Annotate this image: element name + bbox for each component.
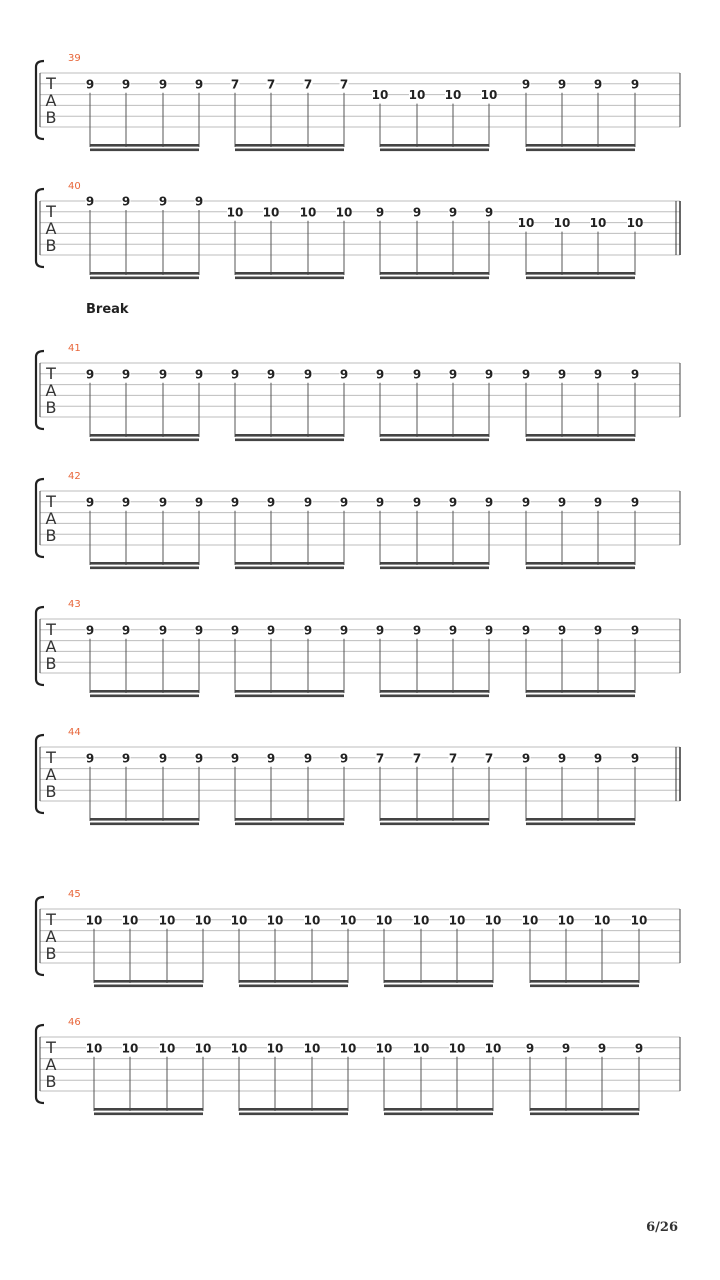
fret-number: 9: [557, 367, 567, 382]
beam: [235, 439, 344, 442]
beam: [384, 1113, 493, 1116]
fret-number: 9: [85, 367, 95, 382]
fret-number: 9: [194, 367, 204, 382]
tab-clef-letter: T: [46, 620, 56, 639]
beam: [235, 690, 344, 693]
fret-number: 9: [158, 194, 168, 209]
beam: [380, 567, 489, 570]
page-number: 6/26: [646, 1220, 678, 1235]
fret-number: 9: [121, 367, 131, 382]
fret-number: 9: [448, 623, 458, 638]
fret-number: 9: [121, 77, 131, 92]
fret-number: 9: [484, 495, 494, 510]
fret-number: 10: [230, 913, 248, 928]
beam: [526, 562, 635, 565]
fret-number: 9: [412, 205, 422, 220]
beam: [235, 562, 344, 565]
fret-number: 9: [412, 623, 422, 638]
beam: [235, 818, 344, 821]
fret-number: 10: [266, 913, 284, 928]
fret-number: 9: [339, 495, 349, 510]
fret-number: 10: [593, 913, 611, 928]
fret-number: 7: [230, 77, 240, 92]
fret-number: 10: [448, 913, 466, 928]
fret-number: 10: [85, 913, 103, 928]
tab-clef-letter: T: [46, 492, 56, 511]
tab-clef-letter: B: [45, 1072, 57, 1091]
fret-number: 9: [158, 623, 168, 638]
tab-clef-letter: B: [45, 108, 57, 127]
beam: [90, 277, 199, 280]
beam: [90, 818, 199, 821]
fret-number: 9: [194, 495, 204, 510]
bar-number: 40: [68, 181, 81, 192]
fret-number: 10: [484, 913, 502, 928]
fret-number: 7: [303, 77, 313, 92]
bar-number: 41: [68, 343, 81, 354]
beam: [90, 823, 199, 826]
tab-clef-letter: B: [45, 782, 57, 801]
beam: [90, 690, 199, 693]
fret-number: 9: [194, 194, 204, 209]
fret-number: 10: [553, 216, 571, 231]
beam: [235, 272, 344, 275]
fret-number: 9: [634, 1041, 644, 1056]
fret-number: 9: [339, 367, 349, 382]
fret-number: 10: [408, 88, 426, 103]
fret-number: 10: [158, 913, 176, 928]
beam: [380, 149, 489, 152]
fret-number: 10: [375, 913, 393, 928]
fret-number: 9: [521, 495, 531, 510]
fret-number: 9: [375, 367, 385, 382]
fret-number: 9: [630, 623, 640, 638]
fret-number: 7: [375, 751, 385, 766]
fret-number: 10: [480, 88, 498, 103]
fret-number: 9: [339, 751, 349, 766]
tab-clef-letter: T: [46, 1038, 56, 1057]
fret-number: 10: [589, 216, 607, 231]
fret-number: 9: [630, 751, 640, 766]
fret-number: 10: [626, 216, 644, 231]
tab-clef-letter: A: [45, 381, 57, 400]
section-label: Break: [86, 302, 129, 317]
fret-number: 10: [85, 1041, 103, 1056]
fret-number: 9: [230, 623, 240, 638]
fret-number: 9: [484, 205, 494, 220]
beam: [384, 980, 493, 983]
fret-number: 9: [375, 205, 385, 220]
beam: [380, 434, 489, 437]
fret-number: 9: [158, 751, 168, 766]
fret-number: 7: [339, 77, 349, 92]
beam: [235, 695, 344, 698]
beam: [526, 277, 635, 280]
beam: [90, 144, 199, 147]
beam: [380, 144, 489, 147]
fret-number: 10: [412, 913, 430, 928]
fret-number: 9: [158, 495, 168, 510]
tab-clef-letter: B: [45, 526, 57, 545]
fret-number: 9: [630, 77, 640, 92]
beam: [380, 690, 489, 693]
fret-number: 10: [339, 913, 357, 928]
fret-number: 9: [158, 77, 168, 92]
fret-number: 10: [262, 205, 280, 220]
tab-clef-letter: T: [46, 364, 56, 383]
beam: [380, 823, 489, 826]
bar-number: 42: [68, 471, 81, 482]
fret-number: 10: [371, 88, 389, 103]
tab-clef-letter: B: [45, 236, 57, 255]
tab-clef-letter: A: [45, 219, 57, 238]
beam: [526, 272, 635, 275]
fret-number: 9: [266, 623, 276, 638]
tab-system-41: [36, 302, 680, 441]
fret-number: 10: [339, 1041, 357, 1056]
tab-clef-letter: A: [45, 637, 57, 656]
fret-number: 10: [230, 1041, 248, 1056]
fret-number: 9: [85, 194, 95, 209]
fret-number: 10: [226, 205, 244, 220]
fret-number: 9: [448, 367, 458, 382]
fret-number: 10: [303, 913, 321, 928]
fret-number: 9: [339, 623, 349, 638]
tab-system-43: [36, 599, 680, 697]
beam: [384, 1108, 493, 1111]
fret-number: 9: [593, 495, 603, 510]
fret-number: 7: [266, 77, 276, 92]
beam: [380, 272, 489, 275]
fret-number: 10: [303, 1041, 321, 1056]
tab-system-44: [36, 727, 680, 825]
fret-number: 10: [266, 1041, 284, 1056]
fret-number: 10: [158, 1041, 176, 1056]
beam: [526, 567, 635, 570]
bar-number: 39: [68, 53, 81, 64]
fret-number: 9: [593, 751, 603, 766]
fret-number: 9: [561, 1041, 571, 1056]
beam: [380, 562, 489, 565]
beam: [235, 144, 344, 147]
beam: [235, 823, 344, 826]
fret-number: 9: [85, 495, 95, 510]
tab-clef-letter: A: [45, 765, 57, 784]
beam: [235, 567, 344, 570]
fret-number: 10: [517, 216, 535, 231]
fret-number: 9: [194, 77, 204, 92]
tab-clef-letter: T: [46, 74, 56, 93]
beam: [90, 439, 199, 442]
beam: [526, 149, 635, 152]
fret-number: 10: [299, 205, 317, 220]
fret-number: 9: [557, 77, 567, 92]
beam: [94, 1108, 203, 1111]
fret-number: 9: [593, 77, 603, 92]
fret-number: 9: [557, 623, 567, 638]
fret-number: 9: [266, 751, 276, 766]
fret-number: 9: [303, 367, 313, 382]
fret-number: 9: [194, 751, 204, 766]
beam: [530, 1113, 639, 1116]
beam: [235, 277, 344, 280]
beam: [235, 149, 344, 152]
beam: [90, 272, 199, 275]
beam: [526, 818, 635, 821]
beam: [239, 1113, 348, 1116]
tab-clef-letter: B: [45, 944, 57, 963]
fret-number: 9: [303, 495, 313, 510]
fret-number: 10: [194, 913, 212, 928]
fret-number: 10: [121, 913, 139, 928]
fret-number: 10: [448, 1041, 466, 1056]
beam: [90, 434, 199, 437]
fret-number: 10: [375, 1041, 393, 1056]
beam: [94, 1113, 203, 1116]
fret-number: 9: [557, 495, 567, 510]
beam: [380, 695, 489, 698]
fret-number: 9: [85, 77, 95, 92]
fret-number: 9: [85, 751, 95, 766]
fret-number: 9: [521, 367, 531, 382]
fret-number: 10: [444, 88, 462, 103]
tab-clef-letter: B: [45, 654, 57, 673]
tab-clef-letter: A: [45, 1055, 57, 1074]
fret-number: 9: [303, 751, 313, 766]
beam: [526, 434, 635, 437]
tab-clef-letter: B: [45, 398, 57, 417]
beam: [90, 567, 199, 570]
fret-number: 10: [557, 913, 575, 928]
fret-number: 9: [630, 495, 640, 510]
fret-number: 9: [266, 367, 276, 382]
fret-number: 9: [266, 495, 276, 510]
fret-number: 10: [194, 1041, 212, 1056]
fret-number: 9: [375, 623, 385, 638]
fret-number: 10: [521, 913, 539, 928]
fret-number: 10: [121, 1041, 139, 1056]
fret-number: 9: [521, 751, 531, 766]
fret-number: 9: [375, 495, 385, 510]
beam: [526, 695, 635, 698]
beam: [380, 818, 489, 821]
fret-number: 9: [230, 367, 240, 382]
beam: [526, 823, 635, 826]
fret-number: 10: [484, 1041, 502, 1056]
fret-number: 9: [121, 495, 131, 510]
bar-number: 46: [68, 1017, 81, 1028]
fret-number: 9: [484, 367, 494, 382]
fret-number: 7: [412, 751, 422, 766]
fret-number: 9: [194, 623, 204, 638]
fret-number: 9: [412, 495, 422, 510]
fret-number: 9: [121, 194, 131, 209]
beam: [526, 690, 635, 693]
beam: [90, 562, 199, 565]
fret-number: 9: [230, 495, 240, 510]
fret-number: 10: [412, 1041, 430, 1056]
tab-clef-letter: T: [46, 748, 56, 767]
beam: [526, 144, 635, 147]
bar-number: 44: [68, 727, 81, 738]
bar-number: 43: [68, 599, 81, 610]
tab-system-46: [36, 1017, 680, 1115]
fret-number: 9: [412, 367, 422, 382]
tab-clef-letter: A: [45, 509, 57, 528]
fret-number: 10: [630, 913, 648, 928]
beam: [530, 1108, 639, 1111]
beam: [530, 980, 639, 983]
fret-number: 9: [597, 1041, 607, 1056]
beam: [94, 980, 203, 983]
tab-system-40: [36, 181, 680, 279]
tab-clef-letter: T: [46, 202, 56, 221]
tab-clef-letter: A: [45, 91, 57, 110]
fret-number: 9: [303, 623, 313, 638]
beam: [380, 439, 489, 442]
fret-number: 9: [525, 1041, 535, 1056]
tab-system-42: [36, 471, 680, 569]
tab-clef-letter: A: [45, 927, 57, 946]
beam: [384, 985, 493, 988]
beam: [94, 985, 203, 988]
fret-number: 10: [335, 205, 353, 220]
fret-number: 9: [557, 751, 567, 766]
beam: [90, 695, 199, 698]
fret-number: 9: [521, 77, 531, 92]
tab-system-39: [36, 53, 680, 151]
fret-number: 7: [484, 751, 494, 766]
beam: [239, 985, 348, 988]
fret-number: 7: [448, 751, 458, 766]
fret-number: 9: [448, 495, 458, 510]
bar-number: 45: [68, 889, 81, 900]
fret-number: 9: [630, 367, 640, 382]
fret-number: 9: [121, 751, 131, 766]
fret-number: 9: [521, 623, 531, 638]
beam: [526, 439, 635, 442]
tab-clef-letter: T: [46, 910, 56, 929]
beam: [530, 985, 639, 988]
beam: [239, 1108, 348, 1111]
fret-number: 9: [85, 623, 95, 638]
fret-number: 9: [484, 623, 494, 638]
fret-number: 9: [448, 205, 458, 220]
fret-number: 9: [158, 367, 168, 382]
beam: [239, 980, 348, 983]
tab-system-45: [36, 889, 680, 987]
fret-number: 9: [593, 623, 603, 638]
beam: [235, 434, 344, 437]
fret-number: 9: [230, 751, 240, 766]
beam: [380, 277, 489, 280]
beam: [90, 149, 199, 152]
fret-number: 9: [121, 623, 131, 638]
fret-number: 9: [593, 367, 603, 382]
